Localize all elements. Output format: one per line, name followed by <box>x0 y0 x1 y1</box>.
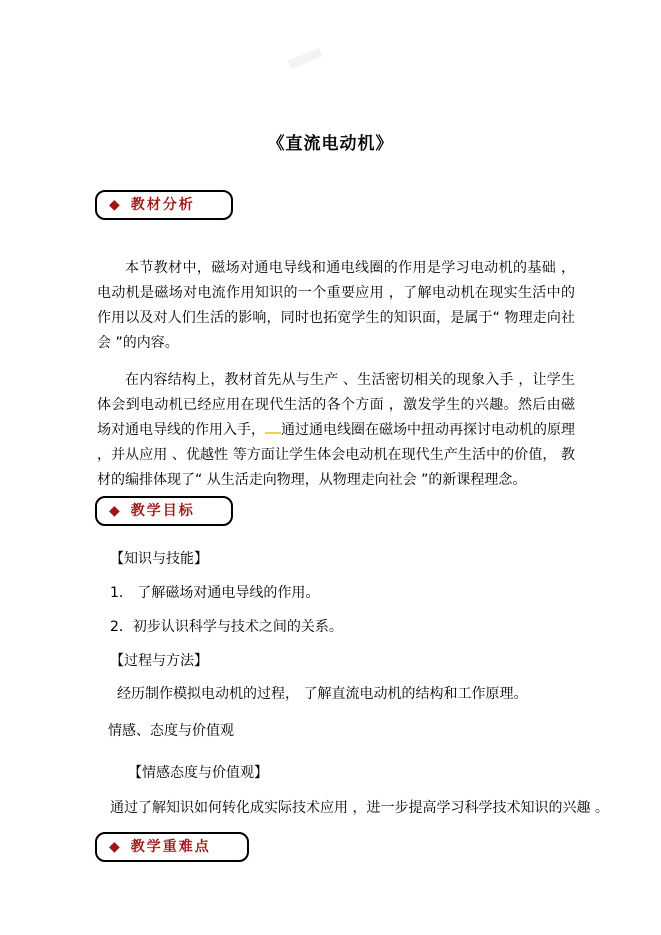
section-heading-label: 教学重难点 <box>130 839 211 855</box>
paragraph-textbook-analysis-2 <box>97 368 575 493</box>
knowledge-item: 2．初步认识科学与技术之间的关系。 <box>110 619 343 635</box>
diamond-icon: ◆ <box>109 839 120 855</box>
section-heading-box-teaching-objectives <box>95 496 233 526</box>
paragraph-segment: 通过通电线圈在磁场中扭动再探讨电动机的原理 ，并从应用 、优越性 等方面让学生体会电动机在现代生产生活中的价值， 教材的编排体现了“ 从生活走向物理，从物理走向社会 ”的新课程理念。 <box>97 422 575 488</box>
knowledge-item: 1． 了解磁场对通电导线的作用。 <box>110 585 320 601</box>
emotion-attitude-values-heading: 【情感态度与价值观】 <box>128 765 268 781</box>
paragraph-textbook-analysis-1: 本节教材中，磁场对通电导线和通电线圈的作用是学习电动机的基础 ，电动机是磁场对电流作用知识的一个重要应用 ，了解电动机在现实生活中的作用以及对人们生活的影响，同时也拓宽学生的知识面，是属于“ 物理走向社会 ”的内容。 <box>97 260 575 351</box>
emotion-attitude-values-text: 通过了解知识如何转化成实际技术应用 ，进一步提高学习科学技术知识的兴趣 。 <box>110 800 609 816</box>
process-method-heading: 【过程与方法】 <box>110 653 208 669</box>
diamond-icon: ◆ <box>109 197 120 213</box>
section-heading-box-teaching-key-points <box>95 832 249 862</box>
knowledge-skills-heading: 【知识与技能】 <box>110 551 208 567</box>
diamond-icon: ◆ <box>109 503 120 519</box>
faint-watermark <box>288 48 323 69</box>
paragraph-segment: 在内容结构上，教材首先从与生产 、生活密切相关的现象入手 ，让学生体会到电动机已经应用在现代生活的各个方面 ，激发学生的兴趣。然后由磁场对通电导线的作用入手， <box>97 372 575 438</box>
section-heading-label: 教学目标 <box>130 503 195 519</box>
section-heading-box-textbook-analysis <box>95 190 233 220</box>
section-heading-label: 教材分析 <box>130 197 195 213</box>
document-title: 《直流电动机》 <box>267 134 394 154</box>
process-method-text: 经历制作模拟电动机的过程， 了解直流电动机的结构和工作原理。 <box>117 686 528 702</box>
yellow-highlight-mark <box>265 421 281 434</box>
emotion-attitude-values-label: 情感、态度与价值观 <box>108 723 234 739</box>
